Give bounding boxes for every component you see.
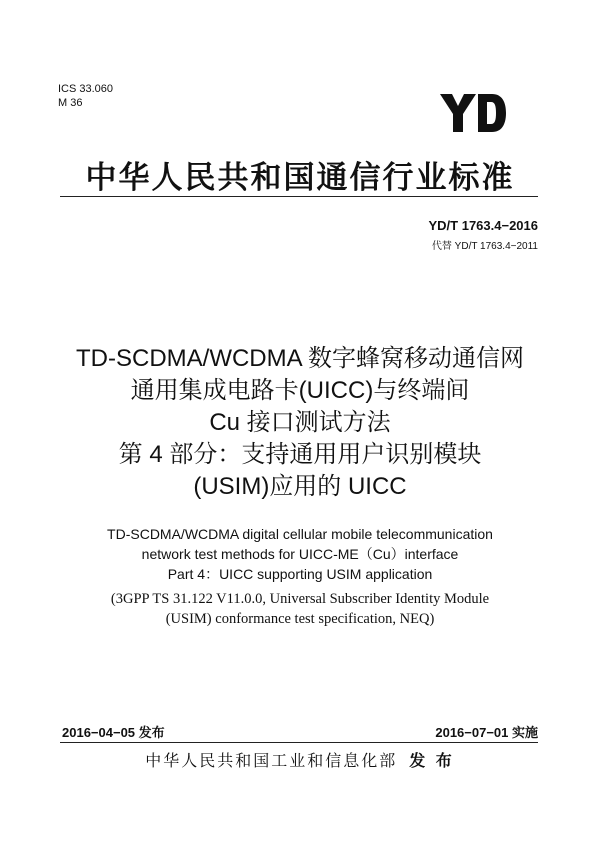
chinese-title-line: TD-SCDMA/WCDMA 数字蜂窝移动通信网 xyxy=(76,345,524,372)
chinese-title-line: 通用集成电路卡(UICC)与终端间 xyxy=(130,377,470,404)
publisher-name: 中华人民共和国工业和信息化部 xyxy=(145,753,398,770)
implementation-date: 2016−07−01 实施 xyxy=(435,725,538,740)
chinese-title-line: 第 4 部分：支持通用用户识别模块 xyxy=(118,441,482,468)
english-title-line: Part 4：UICC supporting USIM application xyxy=(167,566,433,582)
equivalence-line: (3GPP TS 31.122 V11.0.0, Universal Subscriber Identity Module xyxy=(110,591,490,607)
header-divider xyxy=(60,196,538,197)
publish-label: 发 布 xyxy=(409,753,455,770)
publisher xyxy=(0,748,600,771)
replaces-standard: 代替 YD/T 1763.4−2011 xyxy=(431,241,538,252)
english-title-line: TD-SCDMA/WCDMA digital cellular mobile telecommunication xyxy=(107,526,493,542)
footer-divider xyxy=(60,742,538,743)
standard-category-title: 中华人民共和国通信行业标准 xyxy=(85,160,515,195)
equivalence-note xyxy=(0,589,600,629)
chinese-title xyxy=(0,343,600,503)
english-title-line: network test methods for UICC-ME（Cu）interface xyxy=(141,546,459,562)
chinese-title-line: Cu 接口测试方法 xyxy=(209,409,391,436)
english-title xyxy=(0,524,600,584)
issue-date: 2016−04−05 发布 xyxy=(62,725,165,740)
standard-number: YD/T 1763.4−2016 xyxy=(428,218,538,233)
yd-logo xyxy=(438,92,508,134)
ics-code: ICS 33.060 xyxy=(58,83,114,95)
ccs-code: M 36 xyxy=(58,97,83,109)
chinese-title-line: (USIM)应用的 UICC xyxy=(193,473,407,500)
classification-codes xyxy=(58,82,113,110)
equivalence-line: (USIM) conformance test specification, NEQ) xyxy=(165,611,435,627)
